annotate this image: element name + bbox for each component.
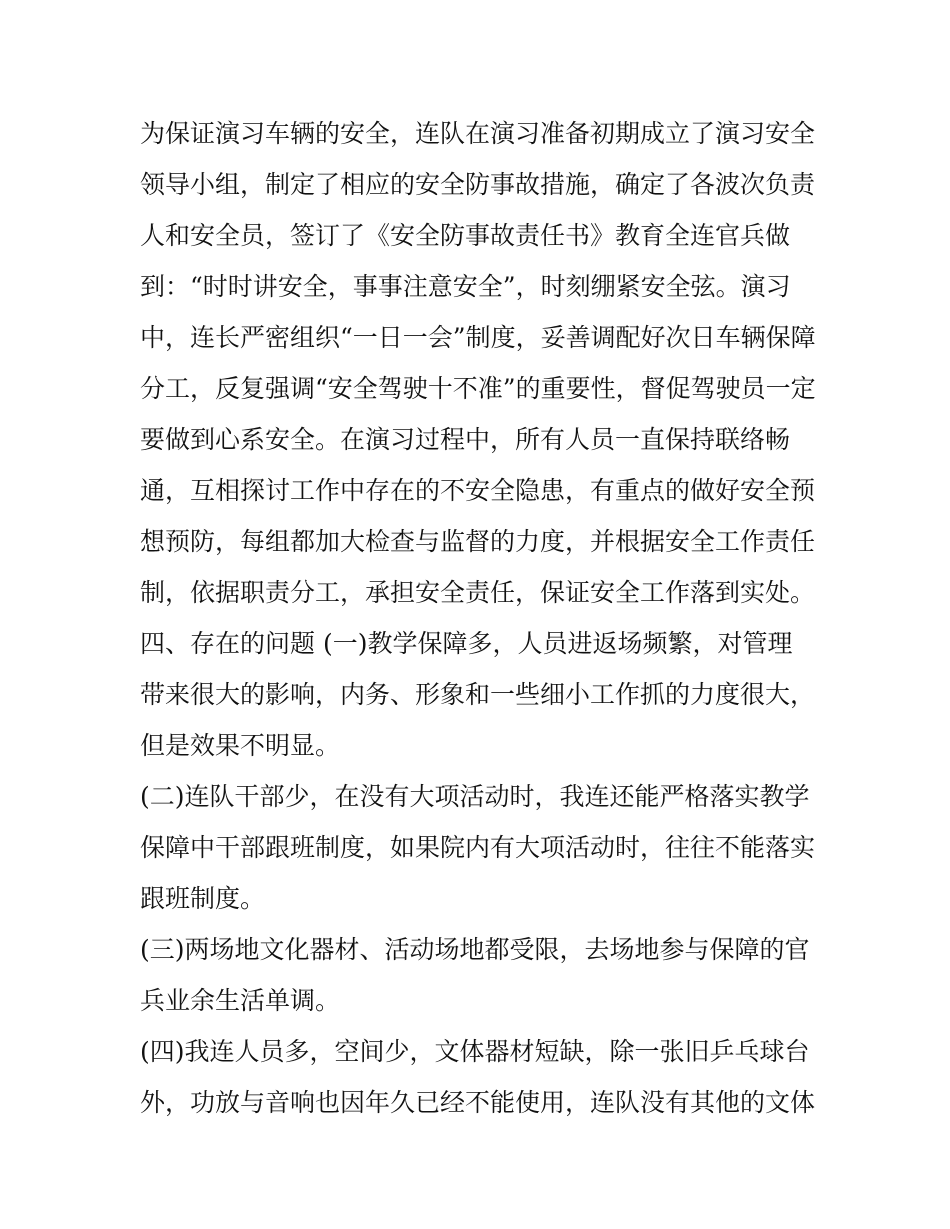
text-line: 保障中干部跟班制度，如果院内有大项活动时，往往不能落实 <box>140 833 816 862</box>
text-line: 制，依据职责分工，承担安全责任，保证安全工作落到实处。 <box>140 578 816 607</box>
text-line: 想预防，每组都加大检查与监督的力度，并根据安全工作责任 <box>140 527 816 556</box>
text-line: 为保证演习车辆的安全，连队在演习准备初期成立了演习安全 <box>140 119 816 148</box>
text-line: 跟班制度。 <box>140 884 266 913</box>
text-line: (四)我连人员多，空间少，文体器材短缺，除一张旧乒乓球台 <box>140 1037 810 1066</box>
section-heading-line: 四、存在的问题 (一)教学保障多，人员进返场频繁，对管理 <box>140 629 793 658</box>
text-line: 分工，反复强调“安全驾驶十不准”的重要性，督促驾驶员一定 <box>140 374 816 403</box>
text-line: 到：“时时讲安全，事事注意安全”，时刻绷紧安全弦。演习 <box>140 272 791 301</box>
text-line: 人和安全员，签订了《安全防事故责任书》教育全连官兵做 <box>140 221 791 250</box>
text-line: (三)两场地文化器材、活动场地都受限，去场地参与保障的官 <box>140 935 810 964</box>
text-line: 要做到心系安全。在演习过程中，所有人员一直保持联络畅 <box>140 425 791 454</box>
text-line: (二)连队干部少，在没有大项活动时，我连还能严格落实教学 <box>140 782 810 811</box>
text-line: 兵业余生活单调。 <box>140 986 341 1015</box>
text-line: 领导小组，制定了相应的安全防事故措施，确定了各波次负责 <box>140 170 816 199</box>
text-line: 外，功放与音响也因年久已经不能使用，连队没有其他的文体 <box>140 1088 816 1117</box>
text-line: 但是效果不明显。 <box>140 731 341 760</box>
text-line: 通，互相探讨工作中存在的不安全隐患，有重点的做好安全预 <box>140 476 816 505</box>
text-line: 带来很大的影响，内务、形象和一些细小工作抓的力度很大， <box>140 680 816 709</box>
text-line: 中，连长严密组织“一日一会”制度，妥善调配好次日车辆保障 <box>140 323 816 352</box>
body-text <box>140 108 820 1128</box>
